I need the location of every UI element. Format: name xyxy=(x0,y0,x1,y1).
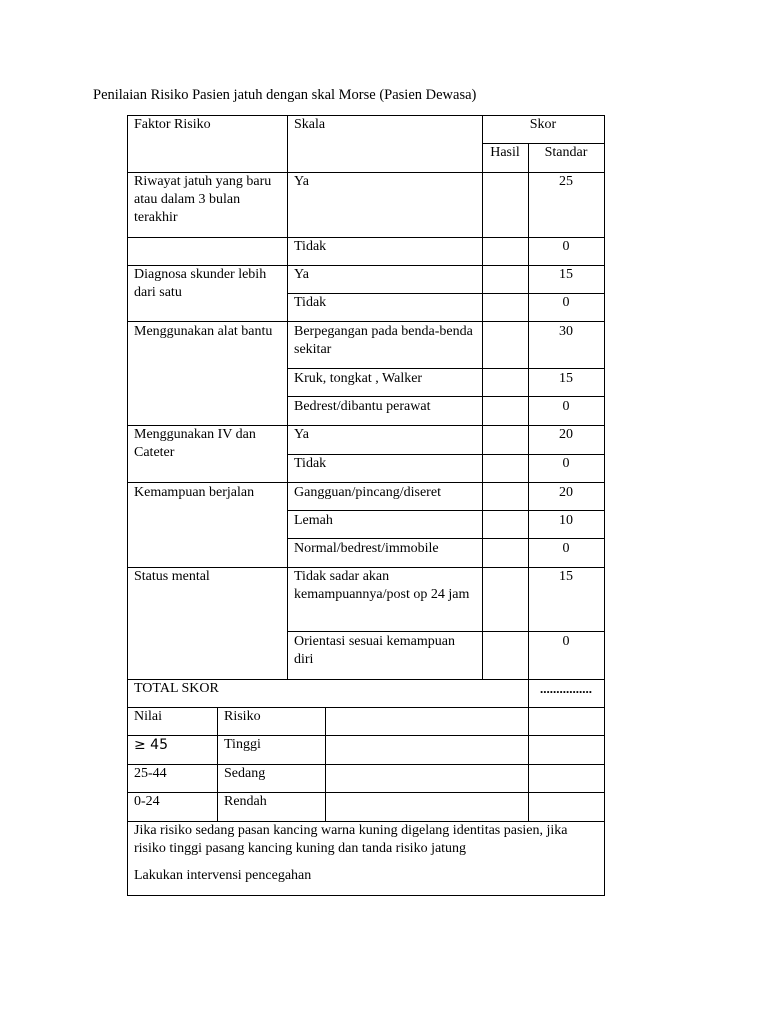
scale-cell: Berpegangan pada benda-benda sekitar xyxy=(294,324,473,357)
risk-value-cell: ≥ 45 xyxy=(134,737,168,753)
row-divider xyxy=(127,321,605,322)
row-divider xyxy=(482,143,605,144)
note-intervention-instruction: Jika risiko sedang pasan kancing warna kuning digelang identitas pasien, jika risiko tinggi pasang kancing kuning dan tanda risiko jatung xyxy=(134,823,568,856)
scale-cell: Ya xyxy=(294,174,309,189)
row-divider xyxy=(127,567,605,568)
header-standard: Standar xyxy=(544,145,588,160)
scale-cell: Tidak sadar akan kemampuannya/post op 24 jam xyxy=(294,569,470,602)
scale-cell: Lemah xyxy=(294,513,333,528)
standard-cell: 0 xyxy=(562,295,570,310)
factor-cell: Kemampuan berjalan xyxy=(134,485,255,500)
row-divider xyxy=(127,425,605,426)
row-divider xyxy=(127,821,605,822)
risk-header-value: Nilai xyxy=(134,709,162,724)
row-divider xyxy=(127,265,605,266)
header-factor: Faktor Risiko xyxy=(134,117,211,132)
standard-cell: 15 xyxy=(559,371,573,386)
row-divider xyxy=(287,510,605,511)
standard-cell: 30 xyxy=(559,324,573,339)
column-divider xyxy=(482,115,483,679)
standard-cell: 20 xyxy=(559,427,573,442)
row-divider xyxy=(287,293,605,294)
row-divider xyxy=(127,707,605,708)
factor-cell: Diagnosa skunder lebih dari satu xyxy=(134,267,267,300)
standard-cell: 0 xyxy=(562,541,570,556)
risk-level-cell: Tinggi xyxy=(224,737,261,752)
standard-cell: 0 xyxy=(562,456,570,471)
header-result: Hasil xyxy=(490,145,520,160)
header-score: Skor xyxy=(529,117,557,132)
row-divider xyxy=(127,679,605,680)
scale-cell: Gangguan/pincang/diseret xyxy=(294,485,441,500)
column-divider xyxy=(287,115,288,679)
total-score-label: TOTAL SKOR xyxy=(134,681,219,696)
scale-cell: Bedrest/dibantu perawat xyxy=(294,399,431,414)
row-divider xyxy=(287,631,605,632)
risk-value-cell: 0-24 xyxy=(134,794,160,809)
standard-cell: 15 xyxy=(559,569,573,584)
scale-cell: Tidak xyxy=(294,239,327,254)
column-divider xyxy=(528,143,529,679)
column-divider xyxy=(528,679,529,821)
row-divider xyxy=(287,454,605,455)
risk-header-level: Risiko xyxy=(224,709,261,724)
table-border-bottom xyxy=(127,895,605,896)
scale-cell: Ya xyxy=(294,267,309,282)
row-divider xyxy=(127,237,605,238)
scale-cell: Normal/bedrest/immobile xyxy=(294,541,439,556)
row-divider xyxy=(127,792,605,793)
standard-cell: 15 xyxy=(559,267,573,282)
table-border-right xyxy=(604,115,605,896)
scale-cell: Orientasi sesuai kemampuan diri xyxy=(294,634,455,667)
row-divider xyxy=(287,368,605,369)
note-prevention: Lakukan intervensi pencegahan xyxy=(134,868,312,883)
header-scale: Skala xyxy=(294,117,326,132)
row-divider xyxy=(287,396,605,397)
standard-cell: 25 xyxy=(559,174,573,189)
row-divider xyxy=(127,115,605,116)
factor-cell: Status mental xyxy=(134,569,210,584)
factor-cell: Riwayat jatuh yang baru atau dalam 3 bulan terakhir xyxy=(134,174,272,225)
factor-cell: Menggunakan alat bantu xyxy=(134,324,273,339)
risk-value-cell: 25-44 xyxy=(134,766,167,781)
standard-cell: 0 xyxy=(562,239,570,254)
row-divider xyxy=(127,172,605,173)
scale-cell: Kruk, tongkat , Walker xyxy=(294,371,423,386)
risk-level-cell: Rendah xyxy=(224,794,267,809)
document-title: Penilaian Risiko Pasien jatuh dengan skal Morse (Pasien Dewasa) xyxy=(93,87,477,103)
scale-cell: Tidak xyxy=(294,295,327,310)
row-divider xyxy=(127,764,605,765)
risk-level-cell: Sedang xyxy=(224,766,266,781)
standard-cell: 20 xyxy=(559,485,573,500)
row-divider xyxy=(127,482,605,483)
total-score-value: ................ xyxy=(540,681,592,696)
row-divider xyxy=(287,538,605,539)
scale-cell: Ya xyxy=(294,427,309,442)
standard-cell: 10 xyxy=(559,513,573,528)
standard-cell: 0 xyxy=(562,399,570,414)
table-border-left xyxy=(127,115,128,896)
row-divider xyxy=(127,735,605,736)
standard-cell: 0 xyxy=(562,634,570,649)
factor-cell: Menggunakan IV dan Cateter xyxy=(134,427,256,460)
scale-cell: Tidak xyxy=(294,456,327,471)
